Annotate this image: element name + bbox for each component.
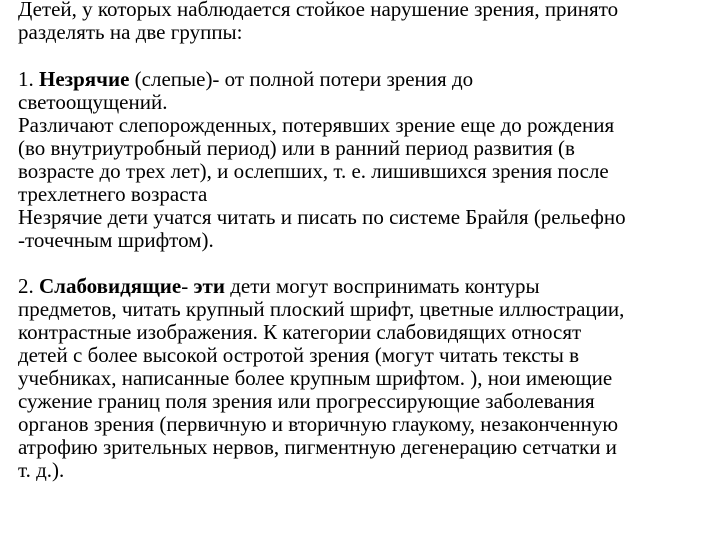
group-2-line-9: т. д.). <box>18 458 65 482</box>
group-1-line-2: светоощущений. <box>18 90 168 114</box>
group-1-heading <box>18 68 473 91</box>
group-1-line-4: (во внутриутробный период) или в ранний период развития (в <box>18 136 575 160</box>
intro-line-1: Детей, у которых наблюдается стойкое нарушение зрения, принято <box>18 0 619 21</box>
group-1-term: Незрячие <box>39 67 130 91</box>
group-2-line-6: сужение границ поля зрения или прогрессирующие заболевания <box>18 389 595 413</box>
group-2-line-8: атрофию зрительных нервов, пигментную дегенерацию сетчатки и <box>18 435 617 459</box>
group-2-term-extra: эти <box>193 274 225 298</box>
group-2-line-2: предметов, читать крупный плоский шрифт, цветные иллюстрации, <box>18 297 625 321</box>
group-2-number: 2. <box>18 274 39 298</box>
group-1-line-8: -точечным шрифтом). <box>18 228 214 252</box>
group-1-line-6: трехлетнего возраста <box>18 182 208 206</box>
group-2-heading <box>18 275 540 298</box>
group-2-term: Слабовидящие <box>39 274 182 298</box>
group-1-line-7: Незрячие дети учатся читать и писать по системе Брайля (рельефно <box>18 205 626 229</box>
group-2-line-7: органов зрения (первичную и вторичную глаукому, незаконченную <box>18 412 619 436</box>
group-2-dash: - <box>181 274 194 298</box>
group-2-line-3: контрастные изображения. К категории слабовидящих относят <box>18 320 582 344</box>
group-2-line-4: детей с более высокой остротой зрения (могут читать тексты в <box>18 343 579 367</box>
intro-line-2: разделять на две группы: <box>18 20 243 44</box>
group-1-line-5: возрасте до трех лет), и ослепших, т. е. лишившихся зрения после <box>18 159 609 183</box>
group-1-definition: (слепые)- от полной потери зрения до <box>129 67 474 91</box>
group-1-number: 1. <box>18 67 39 91</box>
group-2-line-5: учебниках, написанные более крупным шрифтом. ), нои имеющие <box>18 366 613 390</box>
group-1-line-3: Различают слепорожденных, потерявших зрение еще до рождения <box>18 113 615 137</box>
group-2-line-1-tail: дети могут воспринимать контуры <box>224 274 540 298</box>
